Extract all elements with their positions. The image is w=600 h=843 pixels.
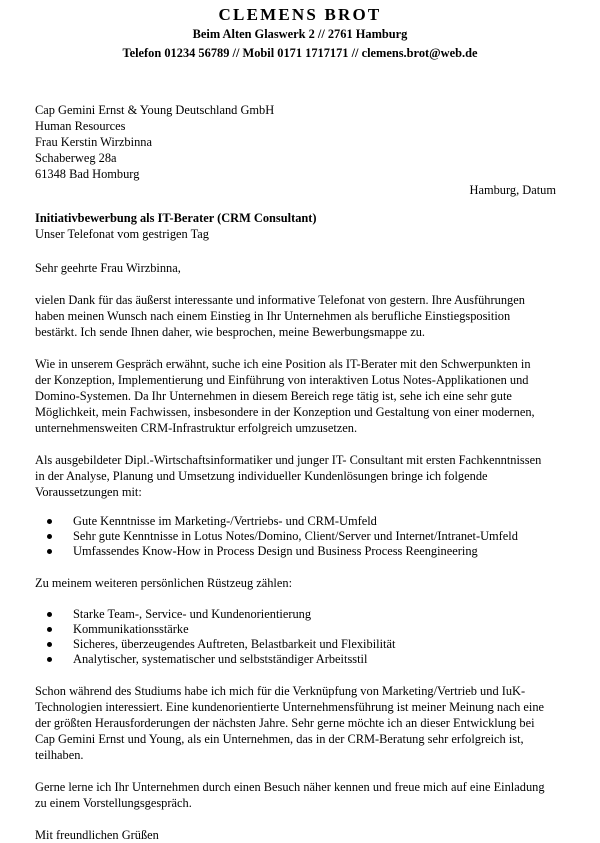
sender-address: Beim Alten Glaswerk 2 // 2761 Hamburg: [192, 27, 408, 41]
list-item: Analytischer, systematischer und selbstständiger Arbeitsstil: [35, 652, 560, 667]
subject-line: Initiativbewerbung als IT-Berater (CRM Consultant): [35, 211, 317, 225]
bullet-icon: [47, 519, 52, 524]
paragraph-line: haben meinen Wunsch nach einem Einstieg in Ihr Unternehmen als berufliche Einstiegsposition: [35, 309, 511, 323]
bullet-icon: [47, 657, 52, 662]
recipient-address: [35, 102, 560, 182]
recipient-company: Cap Gemini Ernst & Young Deutschland GmbH: [35, 103, 275, 117]
paragraph-line: unternehmensweiten CRM-Infrastruktur erfolgreich umzusetzen.: [35, 421, 358, 435]
soft-skills-list: [35, 607, 560, 667]
paragraph-line: Voraussetzungen mit:: [35, 485, 142, 499]
letter-date: Hamburg, Datum: [469, 183, 556, 197]
paragraph-line: teilhaben.: [35, 748, 84, 762]
closing: Mit freundlichen Grüßen: [35, 828, 159, 842]
paragraph-line: Gerne lerne ich Ihr Unternehmen durch einen Besuch näher kennen und freue mich auf eine Einladung: [35, 780, 545, 794]
bullet-icon: [47, 612, 52, 617]
paragraph-2: [35, 356, 560, 436]
paragraph-line: in der Analyse, Planung und Umsetzung individueller Kundenlösungen bringe ich folgende: [35, 469, 488, 483]
paragraph-line: Schon während des Studiums habe ich mich für die Verknüpfung von Marketing/Vertrieb und IuK-: [35, 684, 526, 698]
letterhead: [0, 5, 600, 62]
recipient-city: 61348 Bad Homburg: [35, 167, 140, 181]
paragraph-5: [35, 683, 560, 763]
subject-subline: Unser Telefonat vom gestrigen Tag: [35, 227, 209, 241]
paragraph-line: zu einem Vorstellungsgespräch.: [35, 796, 192, 810]
sender-name: CLEMENS BROT: [218, 5, 382, 24]
list-item: Starke Team-, Service- und Kundenorientierung: [35, 607, 560, 622]
bullet-icon: [47, 534, 52, 539]
letter-body: [35, 102, 560, 843]
bullet-icon: [47, 549, 52, 554]
paragraph-line: vielen Dank für das äußerst interessante und informative Telefonat von gestern. Ihre Ausführungen: [35, 293, 525, 307]
paragraph-line: der Konzeption, Implementierung und Einführung von interaktiven Lotus Notes-Applikationen und: [35, 373, 529, 387]
recipient-department: Human Resources: [35, 119, 126, 133]
list-item: Kommunikationsstärke: [35, 622, 560, 637]
bullet-icon: [47, 642, 52, 647]
paragraph-line: Möglichkeit, mein Fachwissen, insbesondere in der Konzeption und Gestaltung von einer modernen,: [35, 405, 535, 419]
bullet-icon: [47, 627, 52, 632]
paragraph-3: [35, 452, 560, 500]
salutation: Sehr geehrte Frau Wirzbinna,: [35, 261, 181, 275]
recipient-person: Frau Kerstin Wirzbinna: [35, 135, 152, 149]
paragraph-line: der größten Herausforderungen der nächsten Jahre. Sehr gerne möchte ich an dieser Entwicklung bei: [35, 716, 535, 730]
paragraph-line: Technologien interessiert. Eine kundenorientierte Unternehmensführung ist meiner Meinung nach eine: [35, 700, 545, 714]
paragraph-line: bestärkt. Ich sende Ihnen daher, wie besprochen, meine Bewerbungsmappe zu.: [35, 325, 426, 339]
paragraph-line: Als ausgebildeter Dipl.-Wirtschaftsinformatiker und junger IT- Consultant mit ersten Fachkenntnissen: [35, 453, 542, 467]
list-item: Gute Kenntnisse im Marketing-/Vertriebs- und CRM-Umfeld: [35, 514, 560, 529]
paragraph-1: [35, 292, 560, 340]
recipient-street: Schaberweg 28a: [35, 151, 117, 165]
list-item: Sehr gute Kenntnisse in Lotus Notes/Domino, Client/Server und Internet/Intranet-Umfeld: [35, 529, 560, 544]
paragraph-4: Zu meinem weiteren persönlichen Rüstzeug zählen:: [35, 576, 293, 590]
paragraph-line: Wie in unserem Gespräch erwähnt, suche ich eine Position als IT-Berater mit den Schwerpunkten in: [35, 357, 531, 371]
list-item: Sicheres, überzeugendes Auftreten, Belastbarkeit und Flexibilität: [35, 637, 560, 652]
paragraph-line: Domino-Systemen. Da Ihr Unternehmen in diesem Bereich rege tätig ist, sehe ich eine sehr gute: [35, 389, 512, 403]
list-item: Umfassendes Know-How in Process Design und Business Process Reengineering: [35, 544, 560, 559]
paragraph-6: [35, 779, 560, 811]
paragraph-line: Cap Gemini Ernst und Young, als ein Unternehmen, das in der CRM-Beratung sehr erfolgreich ist,: [35, 732, 524, 746]
sender-contact: Telefon 01234 56789 // Mobil 0171 1717171 // clemens.brot@web.de: [122, 46, 478, 60]
qualifications-list: [35, 514, 560, 559]
